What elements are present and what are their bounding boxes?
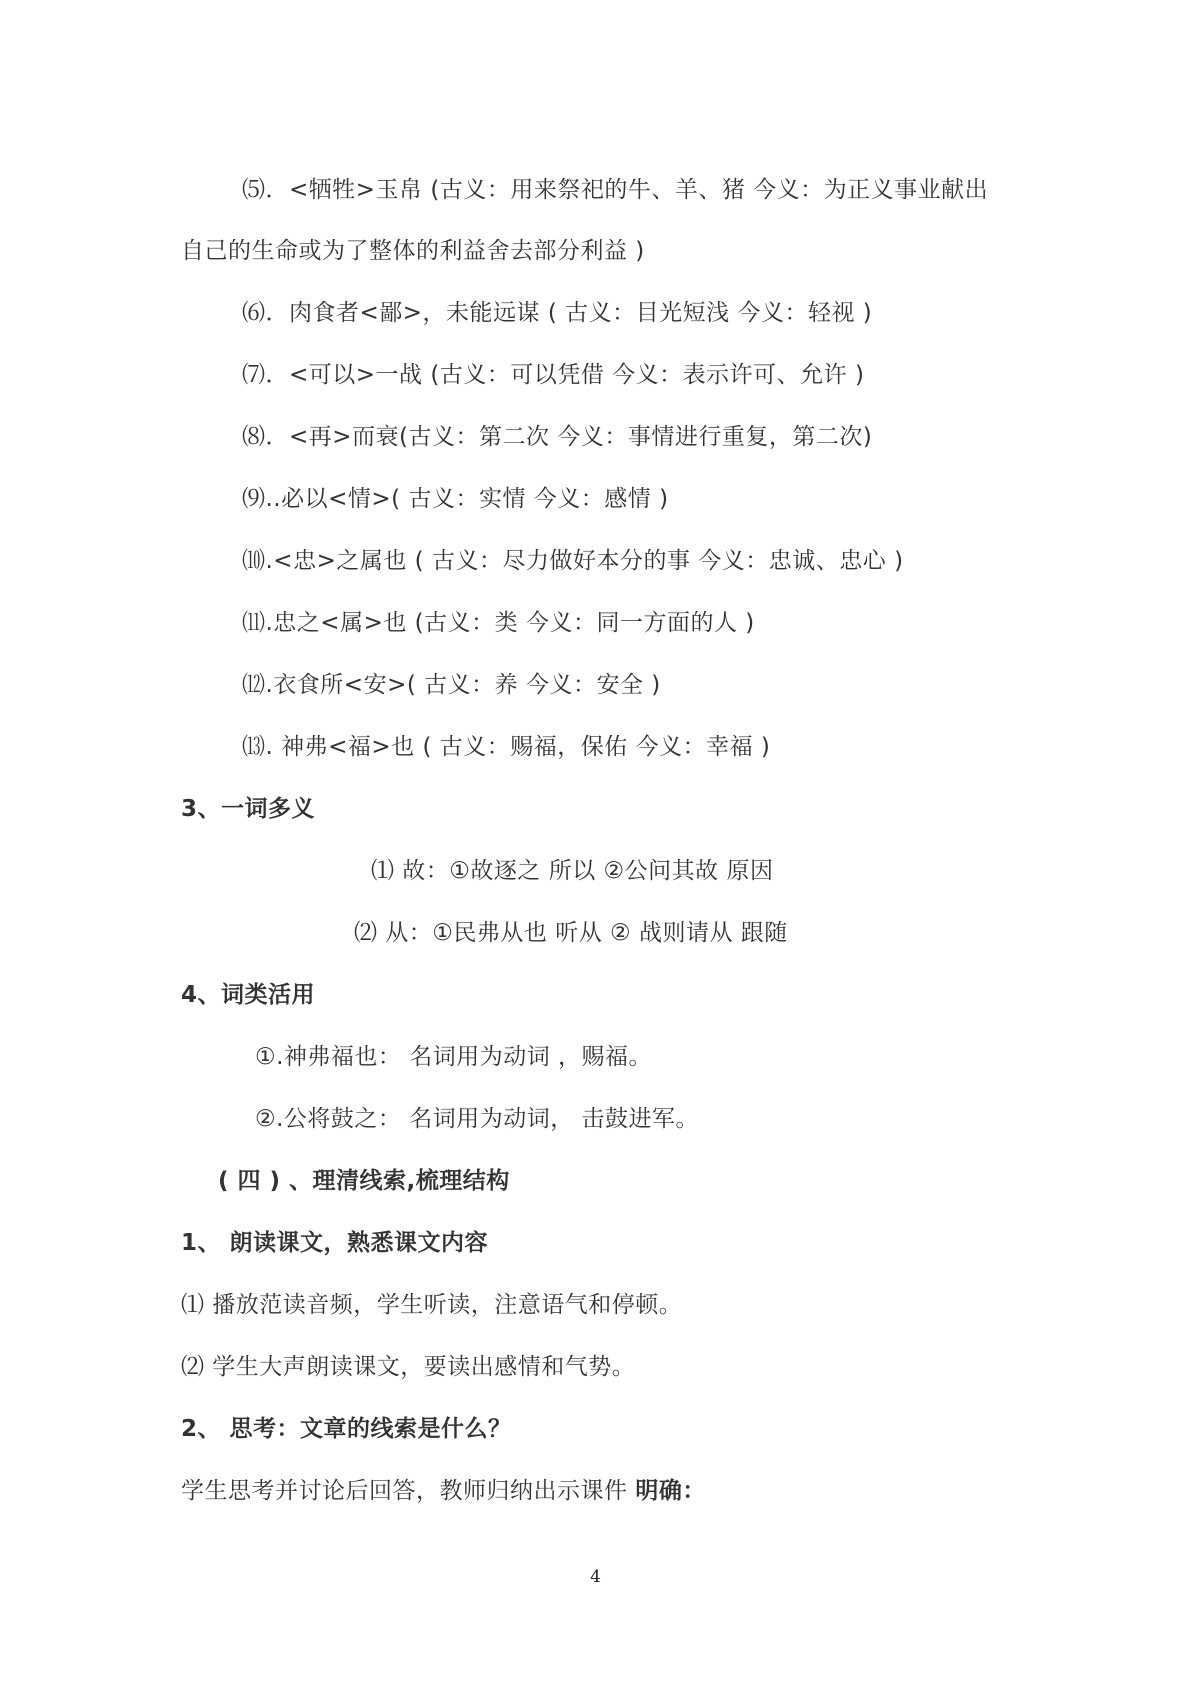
gloss-item-8: ⑻．<再>而衰(古义：第二次 今义：事情进行重复，第二次) — [242, 424, 873, 450]
subheading-read-aloud: 1、 朗读课文，熟悉课文内容 — [181, 1230, 489, 1256]
polysemy-item-1: ⑴ 故：①故逐之 所以 ②公问其故 原因 — [371, 858, 774, 884]
gloss-item-12: ⑿.衣食所<安>( 古义：养 今义：安全 ) — [242, 672, 661, 698]
gloss-item-5: ⑸．<牺牲>玉帛 (古义：用来祭祀的牛、羊、猪 今义：为正义事业献出 — [242, 177, 989, 203]
closing-text: 学生思考并讨论后回答，教师归纳出示课件 — [181, 1478, 636, 1504]
subheading-think: 2、 思考：文章的线索是什么？ — [181, 1416, 512, 1442]
read-item-2: ⑵ 学生大声朗读课文，要读出感情和气势。 — [181, 1354, 636, 1380]
gloss-item-10: ⑽.<忠>之属也 ( 古义：尽力做好本分的事 今义：忠诚、忠心 ) — [242, 548, 904, 574]
word-class-item-2: ②.公将鼓之： 名词用为动词， 击鼓进军。 — [255, 1106, 700, 1132]
section-heading-four: ( 四 ) 、理清线索,梳理结构 — [218, 1168, 510, 1194]
closing-emphasis: 明确： — [635, 1478, 706, 1504]
section-heading-polysemy: 3、一词多义 — [181, 796, 316, 822]
read-item-1: ⑴ 播放范读音频，学生听读，注意语气和停顿。 — [181, 1292, 683, 1318]
gloss-item-9: ⑼..必以<情>( 古义：实情 今义：感情 ) — [242, 486, 669, 512]
gloss-item-5-continued: 自己的生命或为了整体的利益舍去部分利益 ) — [181, 238, 645, 264]
gloss-item-11: ⑾.忠之<属>也 (古义：类 今义：同一方面的人 ) — [242, 610, 755, 636]
section-heading-word-class: 4、词类活用 — [181, 982, 316, 1008]
word-class-item-1: ①.神弗福也： 名词用为动词 ，赐福。 — [255, 1044, 653, 1070]
gloss-item-6: ⑹．肉食者<鄙>，未能远谋 ( 古义：目光短浅 今义：轻视 ) — [242, 300, 873, 326]
gloss-item-13: ⒀. 神弗<福>也 ( 古义：赐福，保佑 今义：幸福 ) — [242, 734, 771, 760]
gloss-item-7: ⑺．<可以>一战 (古义：可以凭借 今义：表示许可、允许 ) — [242, 362, 865, 388]
polysemy-item-2: ⑵ 从：①民弗从也 听从 ② 战则请从 跟随 — [354, 920, 788, 946]
closing-paragraph — [181, 1475, 706, 1507]
page-number: 4 — [590, 1567, 601, 1587]
